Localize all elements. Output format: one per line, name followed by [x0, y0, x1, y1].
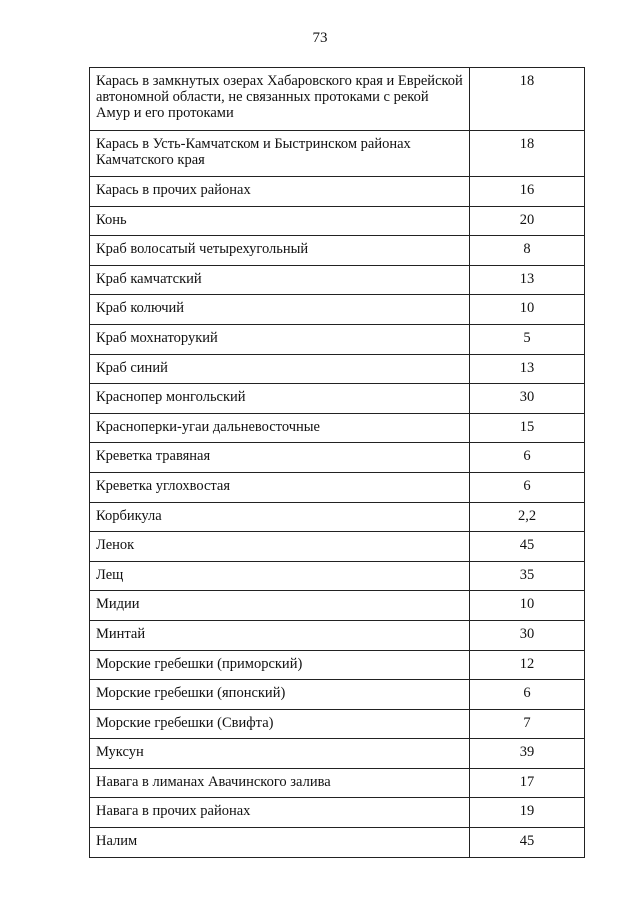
value-cell: 18 — [470, 131, 585, 177]
value-cell: 6 — [470, 680, 585, 710]
species-name-cell: Краб волосатый четырехугольный — [90, 236, 470, 266]
table-row — [90, 443, 585, 473]
table-row — [90, 354, 585, 384]
value-cell: 16 — [470, 177, 585, 207]
species-name-cell: Креветка травяная — [90, 443, 470, 473]
species-name-cell: Морские гребешки (Свифта) — [90, 709, 470, 739]
value-cell: 13 — [470, 265, 585, 295]
table-row — [90, 768, 585, 798]
table-row — [90, 650, 585, 680]
table-row — [90, 709, 585, 739]
value-cell: 45 — [470, 828, 585, 858]
value-cell: 2,2 — [470, 502, 585, 532]
table-row — [90, 384, 585, 414]
species-name-cell: Муксун — [90, 739, 470, 769]
species-name-cell: Краб камчатский — [90, 265, 470, 295]
value-cell: 6 — [470, 472, 585, 502]
value-cell: 7 — [470, 709, 585, 739]
value-cell: 8 — [470, 236, 585, 266]
species-name-cell: Краб мохнаторукий — [90, 324, 470, 354]
value-cell: 13 — [470, 354, 585, 384]
table-row — [90, 680, 585, 710]
table-row — [90, 620, 585, 650]
table-row — [90, 502, 585, 532]
value-cell: 19 — [470, 798, 585, 828]
species-name-cell: Корбикула — [90, 502, 470, 532]
value-cell: 35 — [470, 561, 585, 591]
value-cell: 45 — [470, 532, 585, 562]
page-number: 73 — [312, 30, 328, 46]
value-cell: 18 — [470, 68, 585, 131]
species-name-cell: Краснопер монгольский — [90, 384, 470, 414]
table-row — [90, 324, 585, 354]
species-name-cell: Мидии — [90, 591, 470, 621]
table-row — [90, 532, 585, 562]
value-cell: 10 — [470, 591, 585, 621]
table-row — [90, 561, 585, 591]
value-cell: 5 — [470, 324, 585, 354]
value-cell: 12 — [470, 650, 585, 680]
species-name-cell: Карась в Усть-Камчатском и Быстринском районах Камчатского края — [90, 131, 470, 177]
species-name-cell: Морские гребешки (приморский) — [90, 650, 470, 680]
table-row — [90, 798, 585, 828]
value-cell: 39 — [470, 739, 585, 769]
species-name-cell: Ленок — [90, 532, 470, 562]
table-row — [90, 131, 585, 177]
value-cell: 6 — [470, 443, 585, 473]
table-row — [90, 472, 585, 502]
species-name-cell: Краб синий — [90, 354, 470, 384]
table-row — [90, 265, 585, 295]
table-row — [90, 68, 585, 131]
species-name-cell: Навага в лиманах Авачинского залива — [90, 768, 470, 798]
value-cell: 30 — [470, 384, 585, 414]
species-table — [89, 67, 585, 858]
species-name-cell: Лещ — [90, 561, 470, 591]
table-row — [90, 591, 585, 621]
table-row — [90, 295, 585, 325]
species-name-cell: Морские гребешки (японский) — [90, 680, 470, 710]
table-row — [90, 828, 585, 858]
table-row — [90, 739, 585, 769]
value-cell: 17 — [470, 768, 585, 798]
value-cell: 30 — [470, 620, 585, 650]
table-row — [90, 413, 585, 443]
species-name-cell: Креветка углохвостая — [90, 472, 470, 502]
species-name-cell: Навага в прочих районах — [90, 798, 470, 828]
species-name-cell: Красноперки-угаи дальневосточные — [90, 413, 470, 443]
species-name-cell: Минтай — [90, 620, 470, 650]
value-cell: 15 — [470, 413, 585, 443]
species-name-cell: Конь — [90, 206, 470, 236]
value-cell: 10 — [470, 295, 585, 325]
table-row — [90, 206, 585, 236]
species-name-cell: Краб колючий — [90, 295, 470, 325]
species-name-cell: Карась в прочих районах — [90, 177, 470, 207]
table-row — [90, 177, 585, 207]
table-row — [90, 236, 585, 266]
species-name-cell: Налим — [90, 828, 470, 858]
species-name-cell: Карась в замкнутых озерах Хабаровского края и Еврейской автономной области, не связанных протоками с рекой Амур и его протоками — [90, 68, 470, 131]
value-cell: 20 — [470, 206, 585, 236]
